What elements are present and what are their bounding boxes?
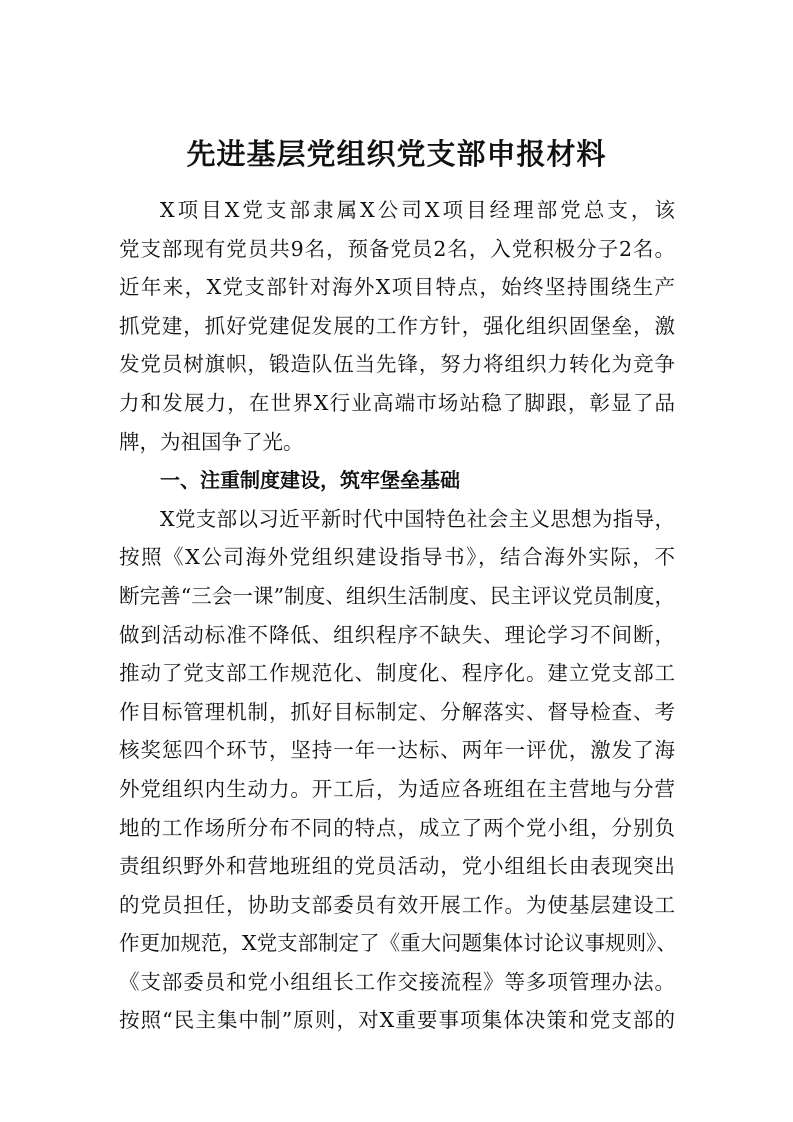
- paragraph-line: 《支部委员和党小组组长工作交接流程》等多项管理办法。: [119, 969, 675, 994]
- paragraph-line: 力和发展力，在世界X行业高端市场站稳了脚跟，彰显了品: [119, 390, 675, 415]
- paragraph-line: 作更加规范，X党支部制定了《重大问题集体讨论议事规则》、: [119, 931, 677, 956]
- document-title: 先进基层党组织党支部申报材料: [186, 137, 607, 171]
- paragraph-line: 推动了党支部工作规范化、制度化、程序化。建立党支部工: [119, 661, 675, 686]
- paragraph-line: 按照《X公司海外党组织建设指导书》，结合海外实际，不: [119, 545, 675, 570]
- paragraph-line: 的党员担任，协助支部委员有效开展工作。为使基层建设工: [119, 892, 675, 917]
- document-body: [119, 191, 675, 1040]
- paragraph-line: 断完善“三会一课”制度、组织生活制度、民主评议党员制度，: [119, 583, 675, 608]
- paragraph-line: 近年来，X党支部针对海外X项目特点，始终坚持围绕生产: [119, 275, 675, 300]
- section-heading: 一、注重制度建设，筑牢堡垒基础: [160, 468, 460, 493]
- paragraph-line: 责组织野外和营地班组的党员活动，党小组组长由表现突出: [119, 854, 675, 879]
- paragraph-line: 做到活动标准不降低、组织程序不缺失、理论学习不间断，: [119, 622, 675, 647]
- paragraph-line: 作目标管理机制，抓好目标制定、分解落实、督导检查、考: [119, 699, 675, 724]
- paragraph-line: 牌，为祖国争了光。: [119, 429, 304, 454]
- paragraph-line: 党支部现有党员共9名，预备党员2名，入党积极分子2名。: [119, 236, 675, 261]
- paragraph-line: X项目X党支部隶属X公司X项目经理部党总支，该: [160, 198, 675, 222]
- paragraph-line: 地的工作场所分布不同的特点，成立了两个党小组，分别负: [119, 815, 675, 840]
- paragraph-line: 抓党建，抓好党建促发展的工作方针，强化组织固堡垒，激: [119, 313, 675, 338]
- paragraph-line: 核奖惩四个环节，坚持一年一达标、两年一评优，激发了海: [119, 738, 675, 763]
- paragraph-line: X党支部以习近平新时代中国特色社会主义思想为指导，: [160, 506, 675, 531]
- paragraph-line: 发党员树旗帜，锻造队伍当先锋，努力将组织力转化为竞争: [119, 352, 675, 377]
- paragraph-line: 外党组织内生动力。开工后，为适应各班组在主营地与分营: [119, 776, 675, 801]
- paragraph-line: 按照“民主集中制”原则，对X重要事项集体决策和党支部的: [119, 1008, 675, 1033]
